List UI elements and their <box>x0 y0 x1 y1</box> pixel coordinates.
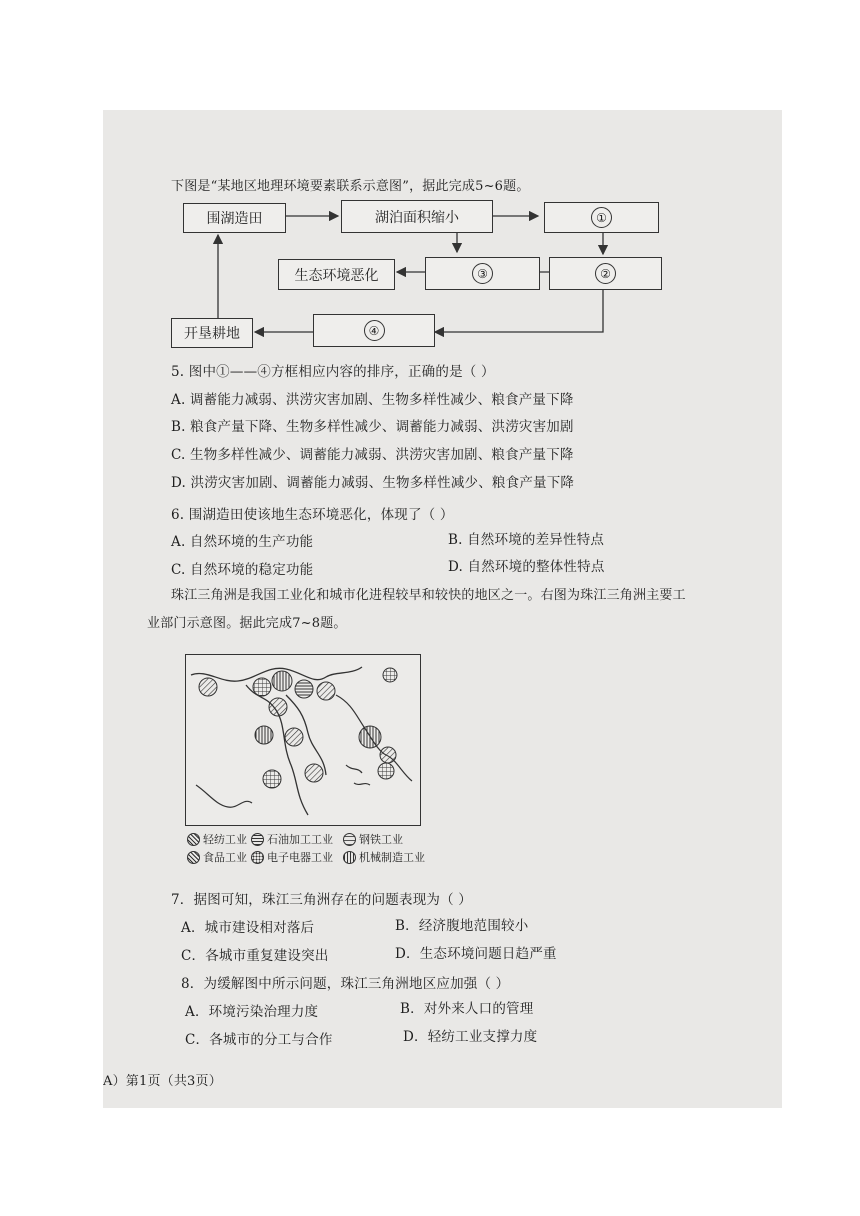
exam-page <box>103 110 782 1108</box>
q7-option-d: D．生态环境问题日趋严重 <box>395 946 557 962</box>
box-cultivate: 开垦耕地 <box>171 318 253 348</box>
intro-7-8-line2: 业部门示意图。据此完成7~8题。 <box>147 616 347 631</box>
legend-machinery-industry: 机械制造工业 <box>343 849 425 865</box>
legend-steel-industry: 钢铁工业 <box>343 831 403 847</box>
q7-option-b: B．经济腹地范围较小 <box>395 918 529 934</box>
legend-elec-icon <box>251 851 264 864</box>
q6-option-c: C. 自然环境的稳定功能 <box>171 562 314 578</box>
q5-option-c: C. 生物多样性减少、调蓄能力减弱、洪涝灾害加剧、粮食产量下降 <box>171 447 574 463</box>
box-4: ④ <box>313 314 435 347</box>
legend-food-icon <box>187 851 200 864</box>
q6-option-b: B. 自然环境的差异性特点 <box>448 532 605 548</box>
q7-option-a: A．城市建设相对落后 <box>181 920 315 936</box>
q6-stem: 6. 围湖造田使该地生态环境恶化，体现了（ ） <box>171 507 454 523</box>
page-footer: A）第1页（共3页） <box>103 1074 222 1089</box>
box-reclaim-lake: 围湖造田 <box>183 203 286 233</box>
q6-option-d: D. 自然环境的整体性特点 <box>448 559 605 575</box>
q8-option-c: C．各城市的分工与合作 <box>185 1032 333 1048</box>
legend-mech-icon <box>343 851 356 864</box>
intro-7-8-line1: 珠江三角洲是我国工业化和城市化进程较早和较快的地区之一。右图为珠江三角洲主要工 <box>171 588 686 603</box>
box-3: ③ <box>425 257 540 290</box>
legend-light-industry: 轻纺工业 <box>187 831 247 847</box>
intro-5-6: 下图是“某地区地理环境要素联系示意图”，据此完成5~6题。 <box>171 179 530 194</box>
q8-option-a: A．环境污染治理力度 <box>185 1004 319 1020</box>
q7-option-c: C．各城市重复建设突出 <box>181 948 329 964</box>
legend-petro-industry: 石油加工工业 <box>251 831 333 847</box>
box-2: ② <box>549 257 662 290</box>
box-eco-worse: 生态环境恶化 <box>278 259 395 290</box>
q8-option-d: D．轻纺工业支撑力度 <box>403 1029 538 1045</box>
legend-food-industry: 食品工业 <box>187 849 247 865</box>
q8-option-b: B．对外来人口的管理 <box>400 1001 534 1017</box>
map-drawing <box>186 655 420 825</box>
legend-petro-icon <box>251 833 264 846</box>
q5-option-a: A. 调蓄能力减弱、洪涝灾害加剧、生物多样性减少、粮食产量下降 <box>171 392 574 408</box>
q7-stem: 7．据图可知，珠江三角洲存在的问题表现为（ ） <box>171 892 472 908</box>
legend-electronics-industry: 电子电器工业 <box>251 849 333 865</box>
q8-stem: 8．为缓解图中所示问题，珠江三角洲地区应加强（ ） <box>181 976 510 992</box>
prd-industry-map <box>185 654 421 826</box>
box-lake-shrink: 湖泊面积缩小 <box>341 200 493 233</box>
box-1: ① <box>544 202 659 233</box>
q6-option-a: A. 自然环境的生产功能 <box>171 534 314 550</box>
q5-option-b: B. 粮食产量下降、生物多样性减少、调蓄能力减弱、洪涝灾害加剧 <box>171 419 574 435</box>
legend-light-icon <box>187 833 200 846</box>
q5-stem: 5. 图中①——④方框相应内容的排序，正确的是（ ） <box>171 364 495 380</box>
legend-steel-icon <box>343 833 356 846</box>
q5-option-d: D. 洪涝灾害加剧、调蓄能力减弱、生物多样性减少、粮食产量下降 <box>171 475 575 491</box>
